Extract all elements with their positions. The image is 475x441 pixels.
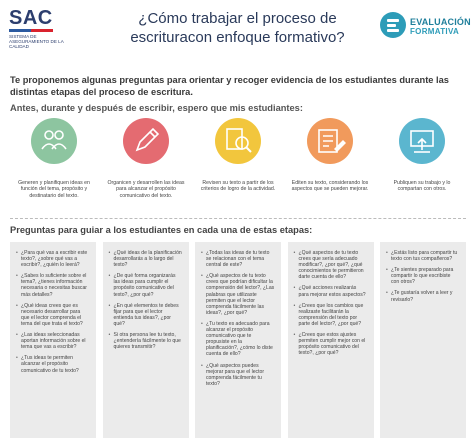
sac-subtitle: SISTEMA DE ASEGURAMIENTO DE LA CALIDAD — [9, 34, 64, 49]
flag-stripe-icon — [9, 29, 53, 32]
question-item: • ¿Te gustaría volver a leer y revisarlo? — [386, 290, 460, 302]
question-item: • ¿Qué ideas de la planificación desarrollarás a lo largo del texto? — [109, 250, 183, 268]
step-text: Revisen su texto a partir de los criterios de logro de la actividad. — [200, 180, 276, 193]
questions-column-plan — [10, 242, 96, 438]
question-item: • ¿De qué forma organizarás las ideas para cumplir el propósito comunicativo del texto?, ¿por qué? — [109, 273, 183, 297]
divider — [10, 218, 466, 219]
question-item: • ¿Qué aspectos puedes mejorar para que el lector comprenda fácilmente tu texto? — [201, 363, 275, 387]
question-item: • Si otra persona lee tu texto, ¿entendería fácilmente lo que quieres transmitir? — [109, 332, 183, 350]
step-edit — [286, 116, 374, 214]
question-item: • ¿Estás listo para compartir tu texto con tus compañeros? — [386, 250, 460, 262]
questions-column-review — [195, 242, 281, 438]
step-publish — [378, 116, 466, 214]
question-item: • ¿Todas las ideas de tu texto se relacionan con el tema central de este? — [201, 250, 275, 268]
question-item: • ¿Qué ideas crees que es necesario desarrollar para que el lector comprenda el tema del que trata el texto? — [16, 303, 90, 327]
step-text: Publiquen su trabajo y lo compartan con otros. — [393, 180, 451, 193]
step-text: Generen y planifiquen ideas en función del tema, propósito y destinatario del texto. — [18, 180, 90, 199]
edit-sheet-icon — [307, 118, 353, 164]
page-title: ¿Cómo trabajar el proceso de escrituracon enfoque formativo? — [130, 10, 345, 46]
section-heading-questions: Preguntas para guiar a los estudiantes en cada una de estas etapas: — [10, 225, 313, 235]
section-heading-steps: Antes, durante y después de escribir, espero que mis estudiantes: — [10, 103, 303, 113]
questions-column-edit — [288, 242, 374, 438]
questions-column-write — [103, 242, 189, 438]
step-text: Editen su texto, considerando los aspectos que se pueden mejorar. — [291, 180, 369, 193]
question-columns — [10, 242, 466, 438]
question-item: • ¿Qué acciones realizarás para mejorar estos aspectos? — [294, 285, 368, 297]
questions-column-publish — [380, 242, 466, 438]
question-item: • ¿En qué elementos te debes fijar para que el lector entienda tus ideas?, ¿por qué? — [109, 303, 183, 327]
writing-steps — [10, 116, 466, 214]
question-item: • ¿Tu texto es adecuado para alcanzar el propósito comunicativo que te propusiste en la planificación?, ¿cómo lo diste cuenta de ello? — [201, 321, 275, 358]
logo-line-1: EVALUACIÓN — [410, 17, 471, 27]
intro-text: Te proponemos algunas preguntas para orientar y recoger evidencia de los estudiantes durante las distintas etapas del proceso de escritura. — [10, 75, 449, 97]
step-plan — [10, 116, 98, 214]
question-item: • ¿Te sientes preparado para compartir lo que escribiste con otros? — [386, 267, 460, 285]
logo-line-2: FORMATIVA — [410, 27, 460, 36]
question-item: • ¿Sabes lo suficiente sobre el tema?, ¿tienes información necesaria o necesitas buscar más detalles? — [16, 273, 90, 297]
question-item: • ¿Las ideas seleccionadas aportan información sobre el tema que vas a escribir? — [16, 332, 90, 350]
question-item: • ¿Crees que estos ajustes permiten cumplir mejor con el propósito comunicativo del texto?, ¿por qué? — [294, 332, 368, 356]
question-item: • ¿Para qué vas a escribir este texto?, ¿sobre qué vas a escribir?, ¿quién lo leerá? — [16, 250, 90, 268]
people-icon — [31, 118, 77, 164]
sac-name: SAC — [9, 7, 53, 29]
step-review — [194, 116, 282, 214]
step-write — [102, 116, 190, 214]
magnifier-icon — [215, 118, 261, 164]
question-item: • ¿Crees que los cambios que realizaste facilitarán la comprensión del texto por parte del lector?, ¿por qué? — [294, 303, 368, 327]
stacked-bars-icon — [380, 12, 406, 38]
step-text: Organicen y desarrollen las ideas para alcanzar el propósito comunicativo del texto. — [107, 180, 185, 199]
question-item: • ¿Qué aspectos de tu texto crees que sería adecuado modificar?, ¿por qué?, ¿qué conocimientos te permitieron darte cuenta de ello? — [294, 250, 368, 280]
question-item: • ¿Tus ideas te permiten alcanzar el propósito comunicativo de tu texto? — [16, 355, 90, 373]
share-icon — [399, 118, 445, 164]
header — [0, 0, 475, 66]
pencil-icon — [123, 118, 169, 164]
sac-logo — [9, 8, 69, 49]
evaluacion-formativa-logo — [380, 12, 472, 42]
question-item: • ¿Qué aspectos de tu texto crees que podrían dificultar la comprensión del lector?, ¿Las palabras que utilizaste permiten que el lector comprenda fácilmente las ideas?, ¿por qué? — [201, 273, 275, 316]
